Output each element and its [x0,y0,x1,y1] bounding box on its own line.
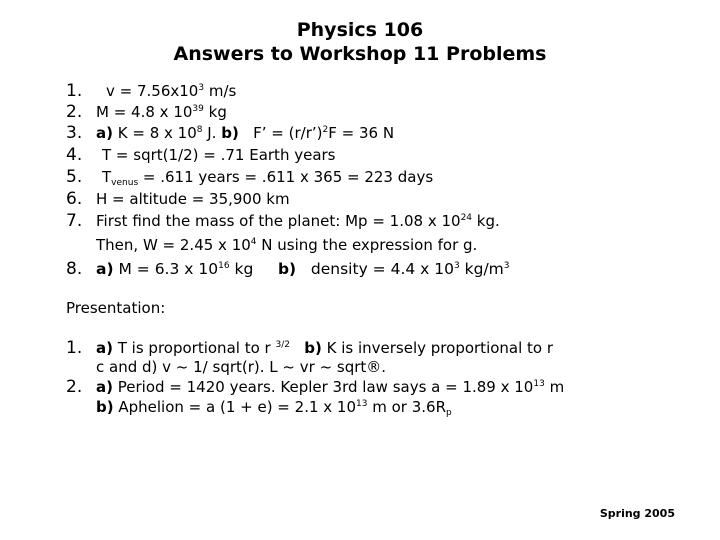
presentation-item-1: a) T is proportional to r $^{3/2}$ b) K is inversely proportional to r [96,339,554,357]
answer-number: 7. [66,211,83,231]
presentation-heading: Presentation: [66,299,166,317]
answer-6: H = altitude = 35,900 km [96,190,290,208]
answer-7: First find the mass of the planet: Mp = 1.08 x $10^{24}$ kg. [96,212,500,230]
answer-number: 2. [66,102,83,122]
answer-3: a) K = 8 x $10^8$ J. b) F’ = (r/r’)$^2$F = 36 N [96,124,395,142]
page-title: Physics 106 [296,19,424,41]
presentation-number: 1. [66,338,83,358]
answer-number: 8. [66,259,83,279]
presentation-number: 2. [66,377,83,397]
answer-number: 6. [66,189,83,209]
answer-4: T = sqrt(1/2) = .71 Earth years [102,146,336,164]
answer-7-continued: Then, W = 2.45 x $10^4$ N using the expression for g. [96,236,478,254]
presentation-item-2: a) Period = 1420 years. Kepler 3rd law says a = 1.89 x $10^{13}$ m [96,378,565,396]
answer-number: 5. [66,167,83,187]
presentation-item-1-continued: c and d) v ~ 1/ sqrt(r). L ~ vr ~ sqrt®. [96,358,387,376]
page-subtitle: Answers to Workshop 11 Problems [173,43,547,65]
answer-5: $T_{venus} = .611$ years = .611 x 365 = 223 days [102,168,434,188]
answer-number: 1. [66,81,83,101]
answer-2: M = 4.8 x $10^{39}$ kg [96,103,227,121]
answer-number: 4. [66,145,83,165]
presentation-item-2b: b) Aphelion = a (1 + e) = 2.1 x $10^{13}$ m or $3.6R_p$ [96,398,452,418]
footer-term: Spring 2005 [599,507,675,520]
answer-8: a) M = 6.3 x $10^{16}$ kg b) density = 4.4 x $10^3$ $kg/m^3$ [96,260,510,278]
answer-1: $v = 7.56x10^3$ m/s [106,82,237,100]
answer-number: 3. [66,123,83,143]
